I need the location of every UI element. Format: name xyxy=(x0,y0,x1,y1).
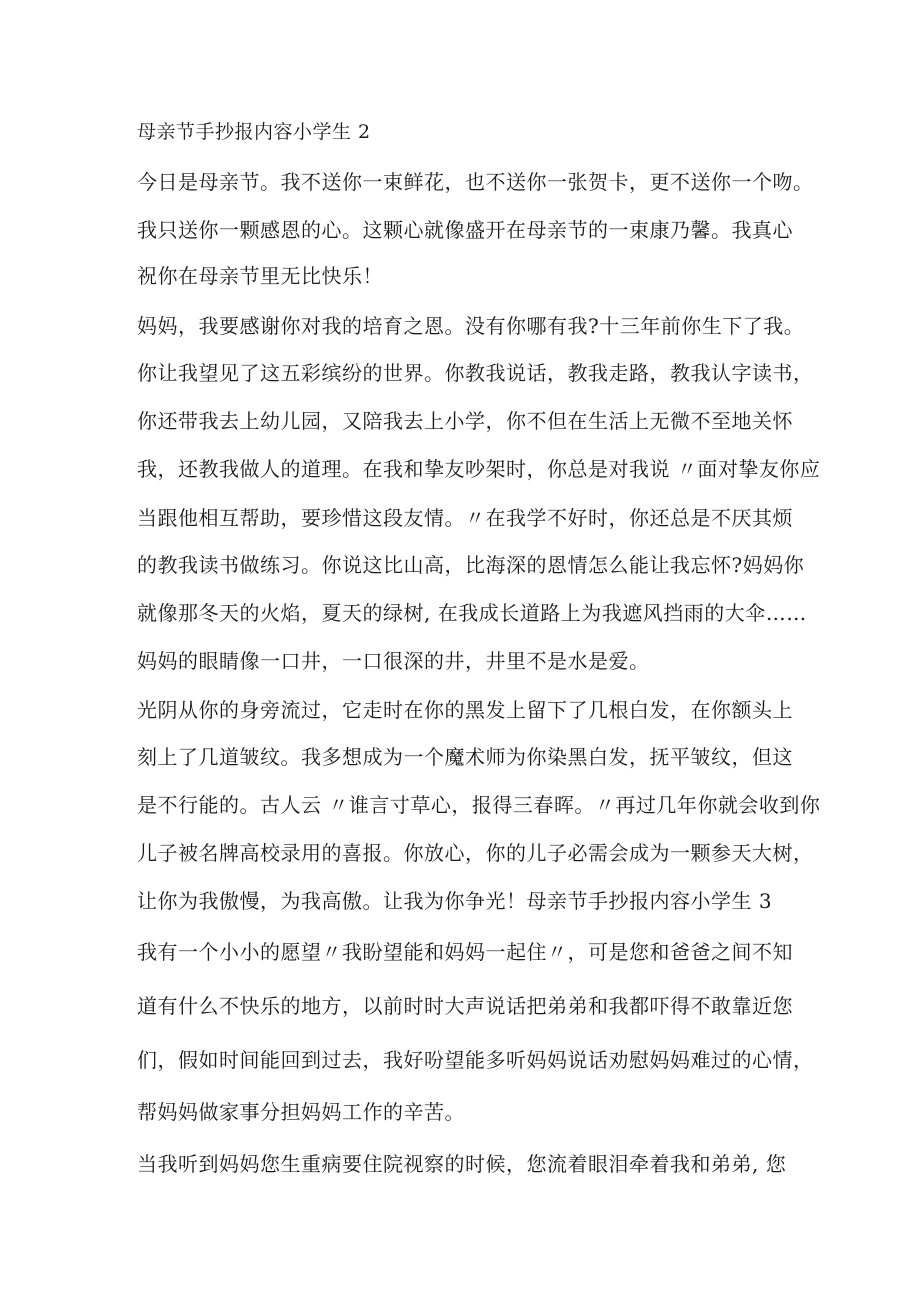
text-line: 我只送你一颗感恩的心。这颗心就像盛开在母亲节的一束康乃馨。我真心 xyxy=(137,218,793,242)
text-line: 祝你在母亲节里无比快乐！ xyxy=(137,264,383,288)
text-line: 妈妈，我要感谢你对我的培育之恩。没有你哪有我?十三年前你生下了我。 xyxy=(137,314,805,338)
text-line: 帮妈妈做家事分担妈妈工作的辛苦。 xyxy=(137,1100,465,1124)
text-line: 当我听到妈妈您生重病要住院视察的时候，您流着眼泪牵着我和弟弟, 您 xyxy=(137,1152,787,1176)
text-line: 儿子被名牌高校录用的喜报。你放心，你的儿子必需会成为一颗参天大树， xyxy=(137,841,814,865)
text-line: 你还带我去上幼儿园，又陪我去上小学，你不但在生活上无微不至地关怀 xyxy=(137,409,793,433)
text-line: 刻上了几道皱纹。我多想成为一个魔术师为你染黑白发，抚平皱纹，但这 xyxy=(137,745,793,769)
text-line: 道有什么不快乐的地方，以前时时大声说话把弟弟和我都吓得不敢靠近您 xyxy=(137,994,793,1018)
text-line: 们，假如时间能回到过去，我好吩望能多听妈妈说话劝慰妈妈难过的心情， xyxy=(137,1048,814,1072)
text-line: 光阴从你的身旁流过，它走时在你的黑发上留下了几根白发，在你额头上 xyxy=(137,698,793,722)
text-line: 今日是母亲节。我不送你一束鲜花，也不送你一张贺卡，更不送你一个吻。 xyxy=(137,170,814,194)
text-line: 我有一个小小的愿望〃我盼望能和妈妈一起住〃，可是您和爸爸之间不知 xyxy=(137,940,793,964)
text-line: 是不行能的。古人云 〃谁言寸草心，报得三春晖。〃再过几年你就会收到你 xyxy=(137,793,821,817)
document-title: 母亲节手抄报内容小学生 2 xyxy=(137,121,371,143)
text-line: 妈妈的眼睛像一口井，一口很深的井，井里不是水是爱。 xyxy=(137,649,650,673)
text-line: 就像那冬天的火焰，夏天的绿树, 在我成长道路上为我遮风挡雨的大伞…… xyxy=(137,601,807,625)
text-line: 我，还教我做人的道理。在我和挚友吵架时，你总是对我说 〃面对挚友你应 xyxy=(137,457,821,481)
text-line: 让你为我傲慢，为我高傲。让我为你争光！母亲节手抄报内容小学生 3 xyxy=(137,889,773,913)
text-line: 当跟他相互帮助，要珍惜这段友情。〃在我学不好时，你还总是不厌其烦 xyxy=(137,506,793,530)
text-line: 你让我望见了这五彩缤纷的世界。你教我说话，教我走路，教我认字读书， xyxy=(137,361,814,385)
text-line: 的教我读书做练习。你说这比山高，比海深的恩情怎么能让我忘怀?妈妈你 xyxy=(137,553,805,577)
